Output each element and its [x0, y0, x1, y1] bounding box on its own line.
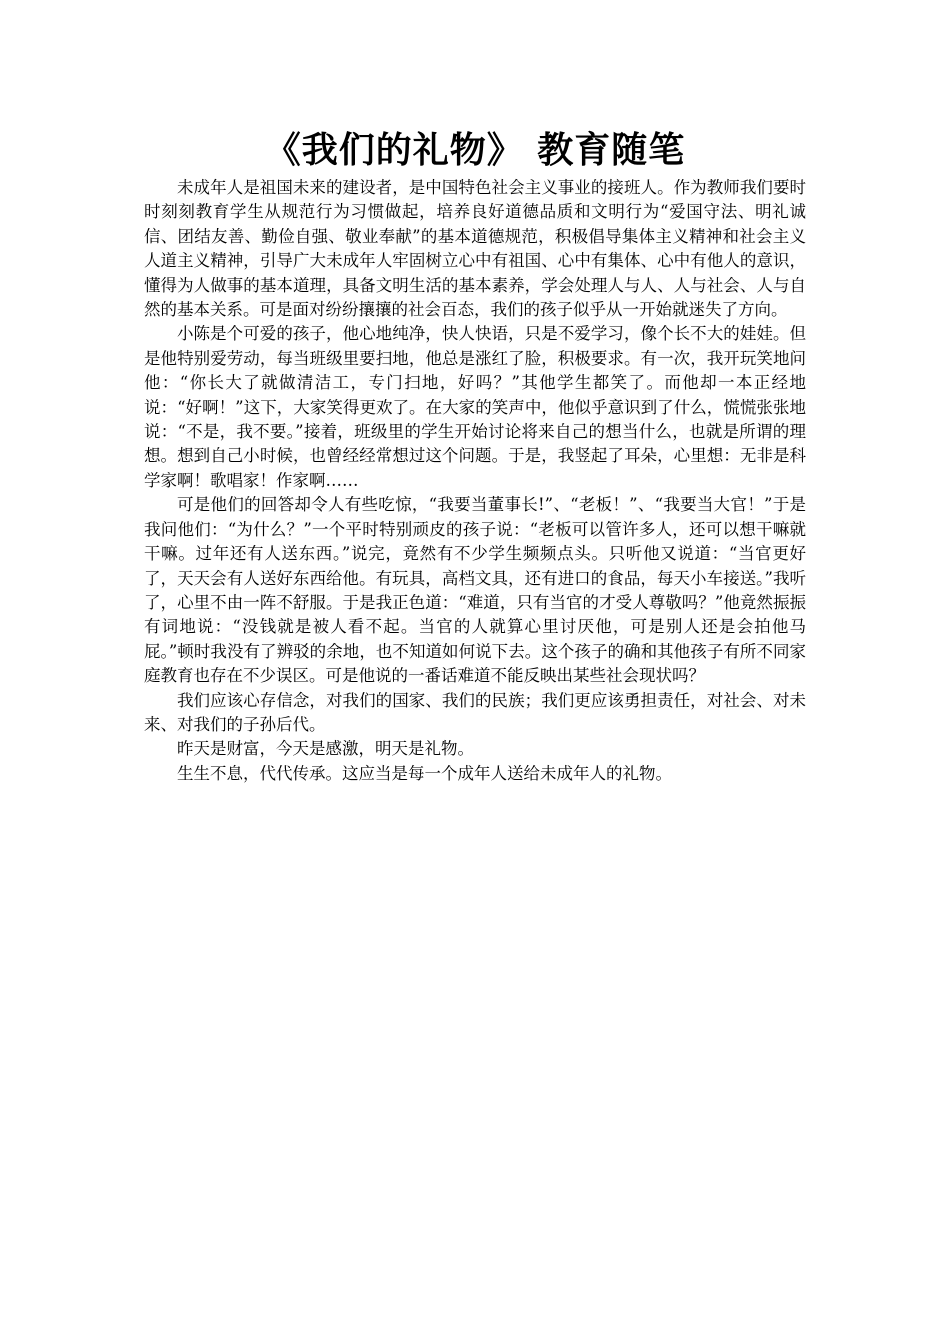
paragraph-answers: 可是他们的回答却令人有些吃惊，“我要当董事长!”、“老板！”、“我要当大官！”于是我问他们：“为什么？”一个平时特别顽皮的孩子说：“老板可以管许多人，还可以想干嘛就干嘛。过年还有人送东西。”说完，竟然有不少学生频频点头。只听他又说道：“当官更好了，天天会有人送好东西给他。有玩具，高档文具，还有进口的食品，每天小车接送。”我听了，心里不由一阵不舒服。于是我正色道：“难道，只有当官的才受人尊敬吗？”他竟然振振有词地说：“没钱就是被人看不起。当官的人就算心里讨厌他，可是别人还是会拍他马屁。”顿时我没有了辨驳的余地，也不知道如何说下去。这个孩子的确和其他孩子有所不同家庭教育也存在不少误区。可是他说的一番话难道不能反映出某些社会现状吗？	[144, 495, 806, 686]
paragraph-xiaochen: 小陈是个可爱的孩子，他心地纯净，快人快语，只是不爱学习，像个长不大的娃娃。但是他特别爱劳动，每当班级里要扫地，他总是涨红了脸，积极要求。有一次，我开玩笑地问他：“你长大了就做清洁工，专门扫地，好吗？”其他学生都笑了。而他却一本正经地说：“好啊！”这下，大家笑得更欢了。在大家的笑声中，他似乎意识到了什么，慌慌张张地说：“不是，我不要。”接着，班级里的学生开始讨论将来自己的想当什么，也就是所谓的理想。想到自己小时候，也曾经经常想过这个问题。于是，我竖起了耳朵，心里想：无非是科学家啊！歌唱家！作家啊……	[144, 324, 806, 490]
paragraph-conclusion: 生生不息，代代传承。这应当是每一个成年人送给未成年人的礼物。	[177, 763, 672, 783]
paragraph-gift-motto: 昨天是财富，今天是感激，明天是礼物。	[177, 739, 474, 759]
document-title: 《我们的礼物》 教育随笔	[264, 130, 686, 171]
document-body	[144, 176, 806, 786]
paragraph-intro: 未成年人是祖国未来的建设者，是中国特色社会主义事业的接班人。作为教师我们要时时刻刻教育学生从规范行为习惯做起，培养良好道德品质和文明行为“爱国守法、明礼诚信、团结友善、勤俭自强、敬业奉献”的基本道德规范，积极倡导集体主义精神和社会主义人道主义精神，引导广大未成年人牢固树立心中有祖国、心中有集体、心中有他人的意识，懂得为人做事的基本道理，具备文明生活的基本素养，学会处理人与人、人与社会、人与自然的基本关系。可是面对纷纷攘攘的社会百态，我们的孩子似乎从一开始就迷失了方向。	[144, 178, 806, 320]
paragraph-responsibility: 我们应该心存信念，对我们的国家、我们的民族；我们更应该勇担责任，对社会、对未来、对我们的子孙后代。	[144, 690, 806, 734]
